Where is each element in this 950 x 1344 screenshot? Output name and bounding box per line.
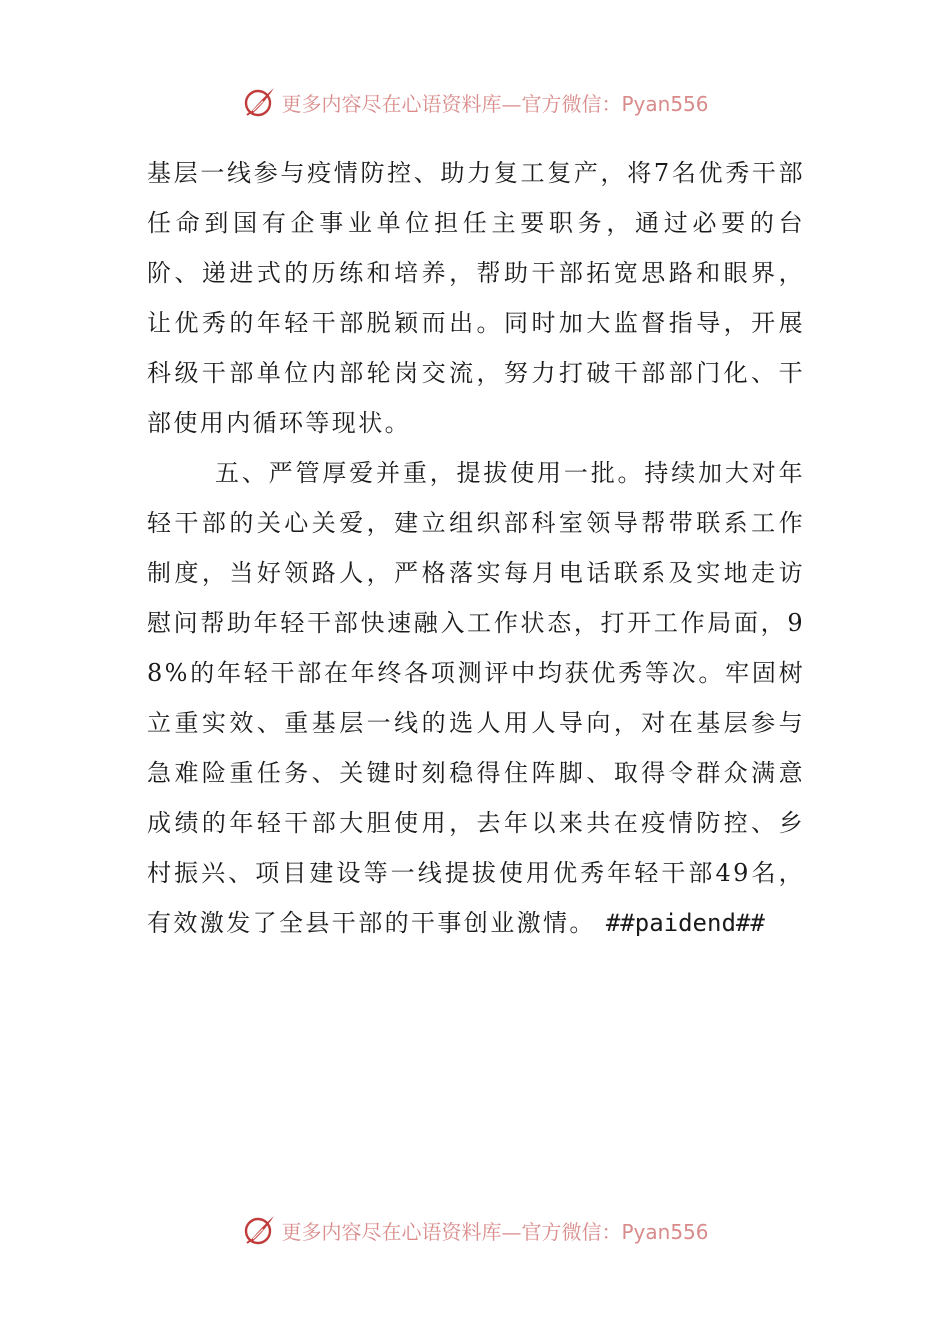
footer-banner bbox=[0, 1210, 950, 1250]
end-marker: ##paidend## bbox=[605, 909, 765, 937]
header-wechat-id: Pyan556 bbox=[621, 91, 709, 116]
quill-logo-icon bbox=[241, 1212, 277, 1248]
quill-logo-icon bbox=[241, 84, 277, 120]
paragraph-continued: 基层一线参与疫情防控、助力复工复产，将7名优秀干部任命到国有企事业单位担任主要职务，通过必要的台阶、递进式的历练和培养，帮助干部拓宽思路和眼界，让优秀的年轻干部脱颖而出。同时加大监督指导，开展科级干部单位内部轮岗交流，努力打破干部部门化、干部使用内循环等现状。 bbox=[147, 159, 805, 437]
paragraph-section-five bbox=[147, 448, 805, 948]
footer-wechat-id: Pyan556 bbox=[621, 1219, 709, 1244]
document-body bbox=[147, 148, 805, 948]
header-banner bbox=[0, 82, 950, 122]
footer-banner-text: 更多内容尽在心语资料库—官方微信：Pyan556 bbox=[281, 1219, 709, 1244]
paragraph-section-five-text: 五、严管厚爱并重，提拔使用一批。持续加大对年轻干部的关心关爱，建立组织部科室领导帮带联系工作制度，当好领路人，严格落实每月电话联系及实地走访慰问帮助年轻干部快速融入工作状态，打开工作局面，98%的年轻干部在年终各项测评中均获优秀等次。牢固树立重实效、重基层一线的选人用人导向，对在基层参与急难险重任务、关键时刻稳得住阵脚、取得令群众满意成绩的年轻干部大胆使用，去年以来共在疫情防控、乡村振兴、项目建设等一线提拔使用优秀年轻干部49名，有效激发了全县干部的干事创业激情。 bbox=[147, 459, 805, 937]
header-banner-text: 更多内容尽在心语资料库—官方微信：Pyan556 bbox=[281, 91, 709, 116]
